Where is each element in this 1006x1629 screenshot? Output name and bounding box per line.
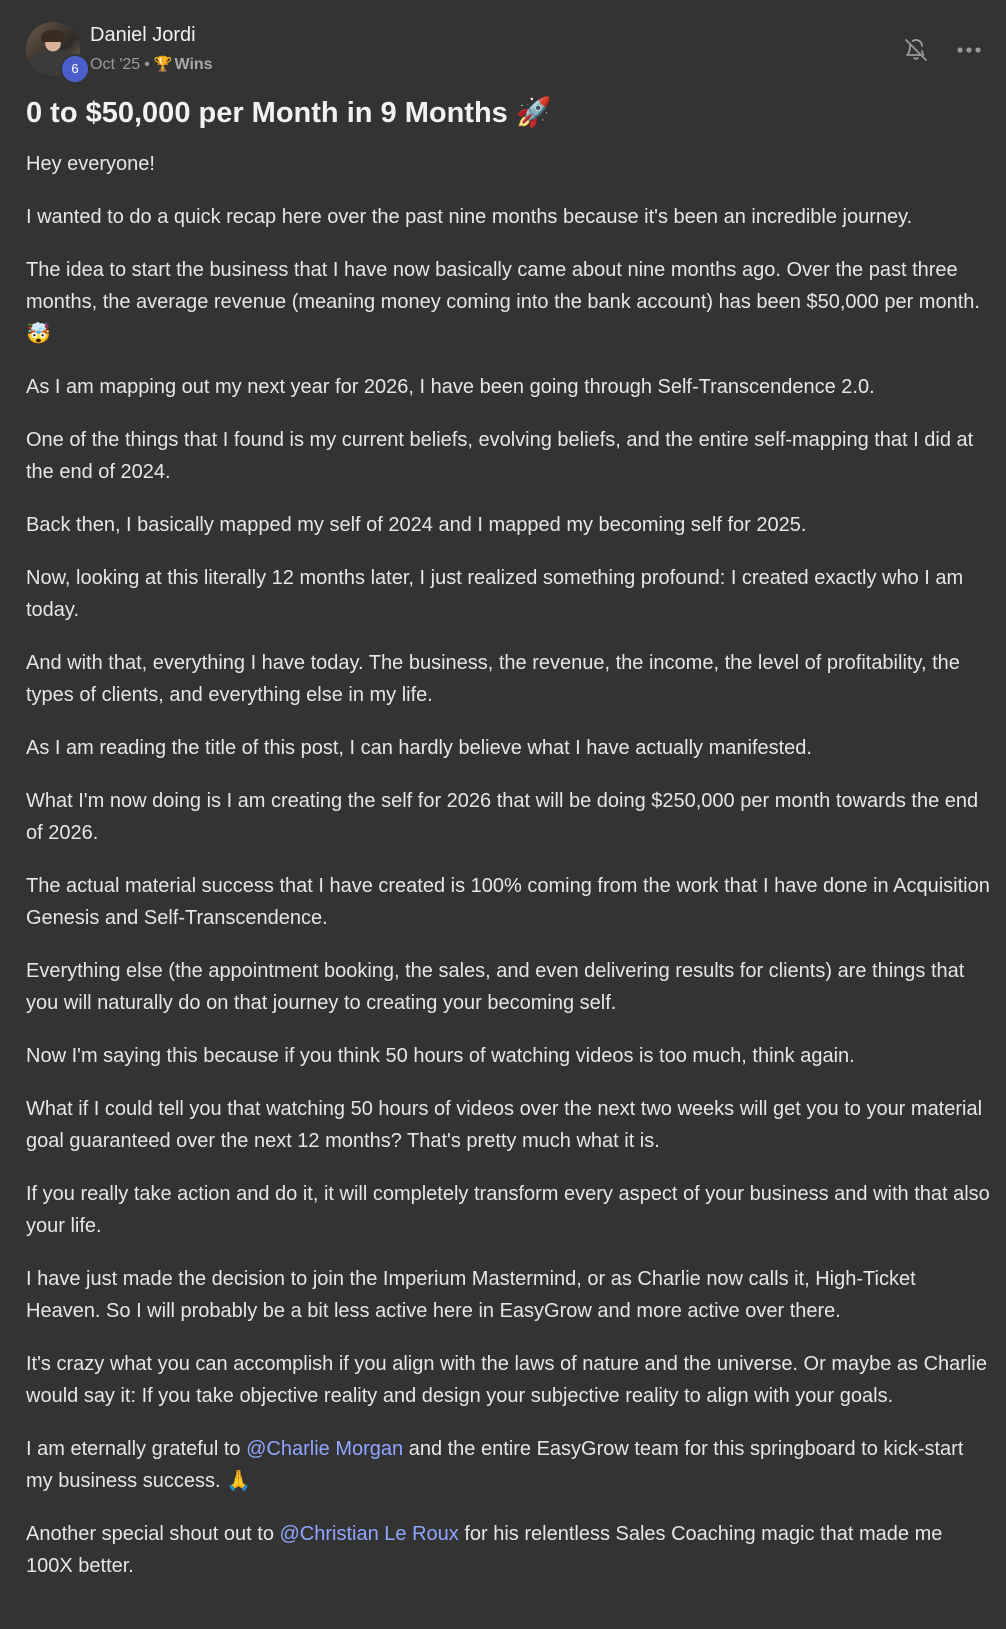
post-paragraph: As I am reading the title of this post, I can hardly believe what I have actually manifested. — [26, 737, 812, 759]
shoutout-paragraph — [26, 1518, 994, 1582]
mention-christian-le-roux[interactable]: @Christian Le Roux — [279, 1523, 459, 1545]
post-paragraph: Now I'm saying this because if you think 50 hours of watching videos is too much, think again. — [26, 1045, 855, 1067]
post-title: 0 to $50,000 per Month in 9 Months 🚀 — [26, 97, 552, 129]
mention-charlie-morgan[interactable]: @Charlie Morgan — [246, 1438, 404, 1460]
gratitude-text-after: and the entire EasyGrow team for this springboard to kick-start my business success. 🙏 — [26, 1438, 964, 1492]
gratitude-text-before: I am eternally grateful to — [26, 1438, 247, 1460]
post-paragraph: What I'm now doing is I am creating the self for 2026 that will be doing $250,000 per month towards the end of 2026. — [26, 790, 979, 844]
post-paragraph: And with that, everything I have today. The business, the revenue, the income, the level of profitability, the types of clients, and everything else in my life. — [26, 652, 960, 706]
post-paragraph: What if I could tell you that watching 50 hours of videos over the next two weeks will get you to your material goal guaranteed over the next 12 months? That's pretty much what it is. — [26, 1098, 983, 1152]
bell-off-icon[interactable] — [904, 38, 928, 62]
author-name[interactable]: Daniel Jordi — [90, 24, 196, 46]
post-paragraph: Now, looking at this literally 12 months later, I just realized something profound: I created exactly who I am today. — [26, 567, 964, 621]
level-badge: 6 — [60, 54, 90, 84]
post-paragraph: One of the things that I found is my current beliefs, evolving beliefs, and the entire self-mapping that I did at the end of 2024. — [26, 429, 974, 483]
more-horizontal-icon[interactable] — [956, 38, 982, 62]
post-paragraph: If you really take action and do it, it will completely transform every aspect of your business and with that also your life. — [26, 1183, 990, 1237]
post-paragraph: Back then, I basically mapped my self of 2024 and I mapped my becoming self for 2025. — [26, 514, 807, 536]
post-paragraph: As I am mapping out my next year for 2026, I have been going through Self-Transcendence 2.0. — [26, 376, 875, 398]
shoutout-text-after: for his relentless Sales Coaching magic that made me 100X better. — [26, 1523, 943, 1577]
category-label[interactable]: Wins — [174, 56, 213, 73]
post-paragraph: I wanted to do a quick recap here over the past nine months because it's been an incredible journey. — [26, 206, 913, 228]
post-meta — [90, 55, 213, 74]
trophy-icon: 🏆 — [153, 56, 173, 73]
post-paragraph: Hey everyone! — [26, 153, 155, 175]
post-date[interactable]: Oct '25 — [90, 56, 141, 73]
post-paragraph: It's crazy what you can accomplish if you align with the laws of nature and the universe. Or maybe as Charlie would say it: If you take objective reality and design your subjective reality to align with your goals. — [26, 1353, 987, 1407]
post-paragraph: Everything else (the appointment booking, the sales, and even delivering results for clients) are things that you will naturally do on that journey to creating your becoming self. — [26, 960, 965, 1014]
post-body — [26, 148, 994, 1603]
meta-separator: • — [144, 56, 150, 73]
post-paragraph: I have just made the decision to join the Imperium Mastermind, or as Charlie now calls it, High-Ticket Heaven. So I will probably be a bit less active here in EasyGrow and more active over there. — [26, 1268, 916, 1322]
avatar-hair — [41, 30, 65, 42]
post-paragraph: The idea to start the business that I have now basically came about nine months ago. Over the past three months, the average revenue (meaning money coming into the bank account) has been $50,000 per month. 🤯 — [26, 259, 980, 345]
shoutout-text-before: Another special shout out to — [26, 1523, 280, 1545]
gratitude-paragraph — [26, 1433, 994, 1497]
avatar[interactable] — [26, 22, 80, 76]
post-paragraph: The actual material success that I have created is 100% coming from the work that I have done in Acquisition Genesis and Self-Transcendence. — [26, 875, 990, 929]
